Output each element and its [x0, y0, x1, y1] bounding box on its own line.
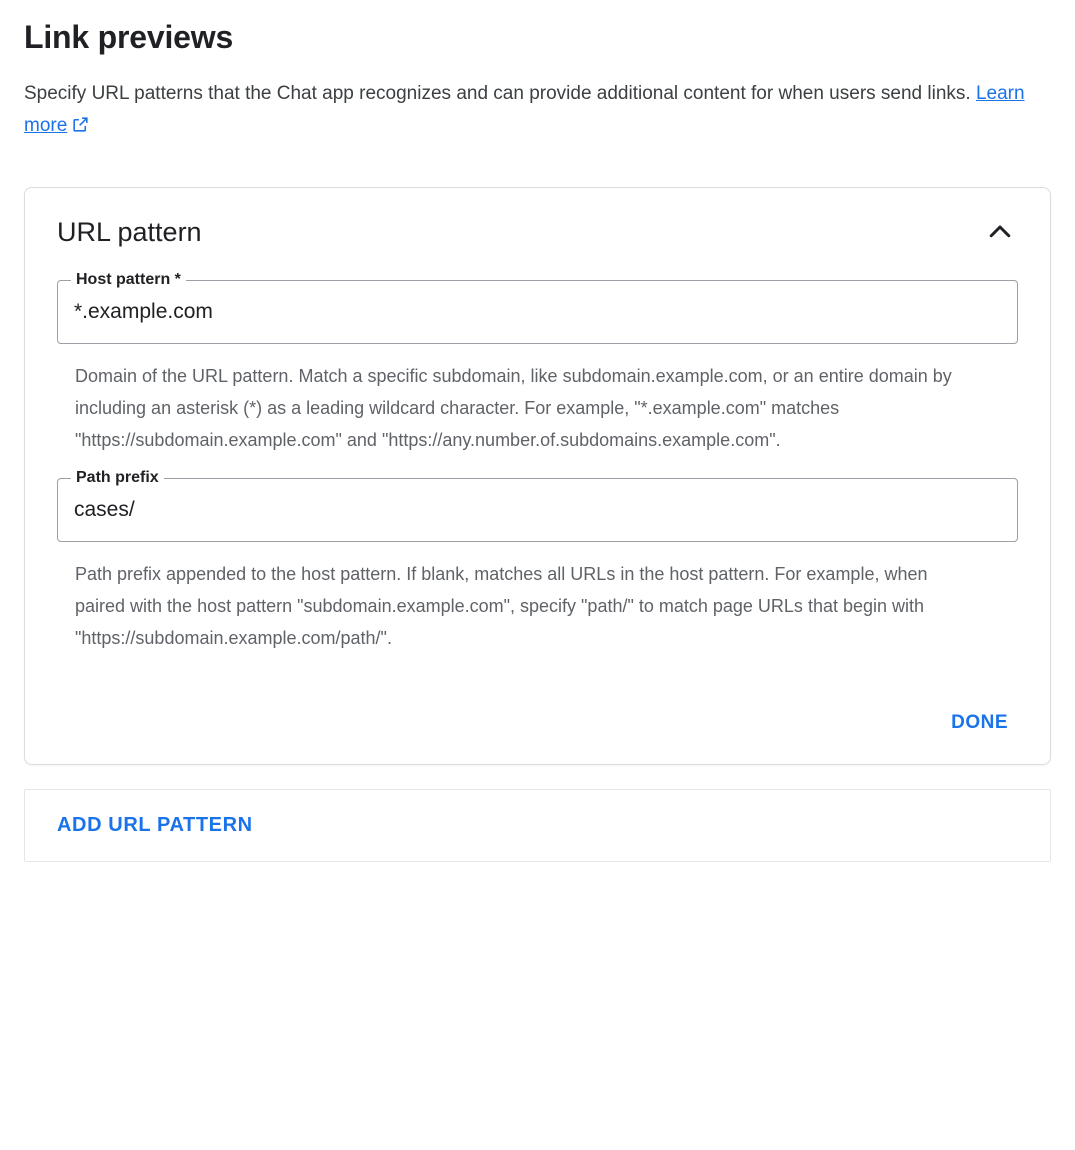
path-prefix-input[interactable]	[74, 498, 1001, 522]
url-pattern-card	[24, 187, 1051, 765]
path-prefix-input-box[interactable]	[57, 469, 1018, 542]
learn-more-link[interactable]: Learn more	[24, 83, 1025, 137]
path-prefix-helper-text: Path prefix appended to the host pattern. If blank, matches all URLs in the host pattern. For example, when paired with the host pattern "subdomain.example.com", specify "path/" to match page URLs that begin with "https://subdomain.example.com/path/".	[75, 564, 928, 649]
add-url-pattern-card[interactable]	[24, 789, 1051, 862]
host-pattern-helper-text: Domain of the URL pattern. Match a specific subdomain, like subdomain.example.com, or an entire domain by including an asterisk (*) as a leading wildcard character. For example, "*.example.com" matches "https://subdomain.example.com" and "https://any.number.of.subdomains.example.com".	[75, 366, 952, 451]
add-url-pattern-button[interactable]: ADD URL PATTERN	[57, 814, 253, 837]
url-pattern-card-header	[57, 214, 1018, 250]
card-actions	[57, 676, 1018, 742]
host-pattern-label: Host pattern *	[71, 270, 186, 290]
path-prefix-field	[57, 469, 1018, 542]
url-pattern-title: URL pattern	[57, 217, 202, 248]
page-description	[24, 78, 1044, 145]
external-link-icon	[71, 113, 90, 145]
page-title: Link previews	[24, 19, 234, 55]
chevron-up-icon[interactable]	[982, 214, 1018, 250]
host-pattern-field	[57, 271, 1018, 344]
page-description-text: Specify URL patterns that the Chat app recognizes and can provide additional content for when users send links.	[24, 83, 976, 105]
host-pattern-input[interactable]	[74, 300, 1001, 324]
host-pattern-input-box[interactable]	[57, 271, 1018, 344]
done-button[interactable]: DONE	[941, 704, 1018, 742]
path-prefix-label: Path prefix	[71, 468, 164, 488]
